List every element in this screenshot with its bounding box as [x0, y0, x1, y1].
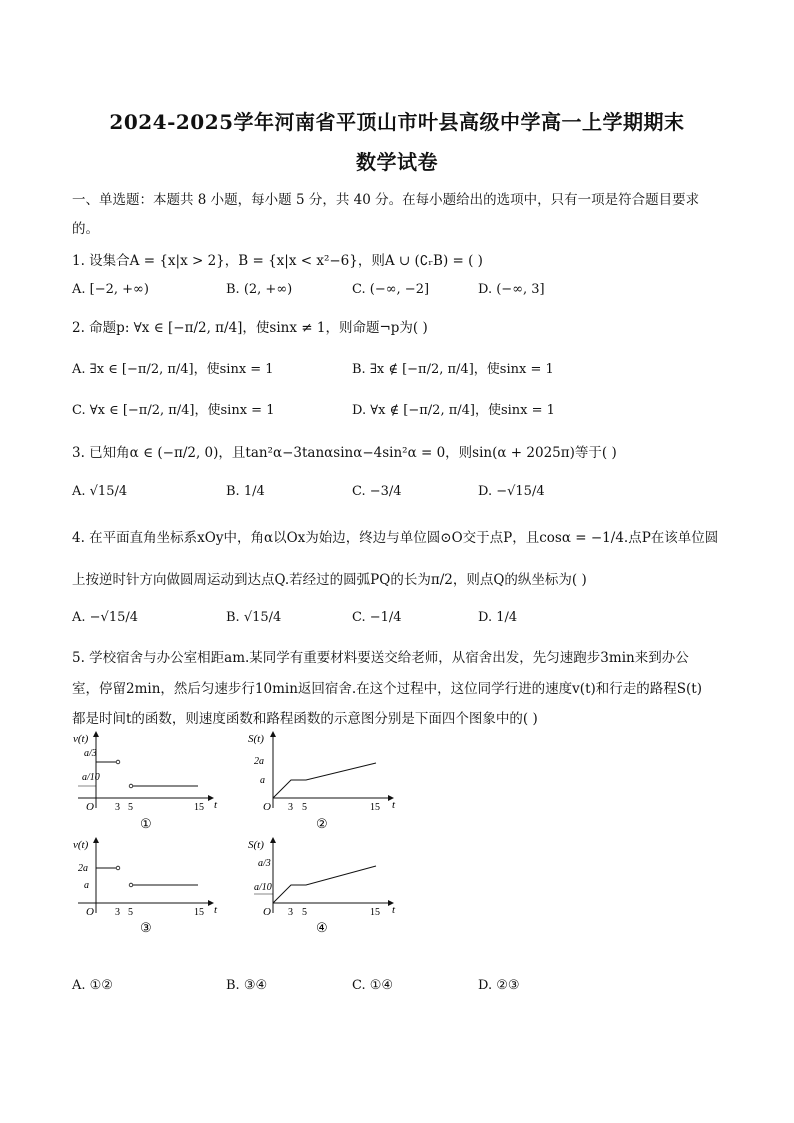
q4-option-d: D. 1/4	[478, 610, 518, 625]
g1-tick-5: 5	[128, 802, 133, 813]
g4-origin: O	[263, 906, 271, 918]
g1-label: ①	[140, 816, 152, 831]
g2-tick-3: 3	[288, 802, 293, 813]
graph-1	[73, 732, 218, 831]
q2-stem: 2. 命题p: ∀x ∈ [−π/2, π/4]，使sinx ≠ 1，则命题¬p为( )	[72, 320, 428, 336]
q1-stem: 1. 设集合A = {x|x > 2}，B = {x|x < x²−6}，则A ∪ (∁ᵣB) = ( )	[72, 253, 483, 269]
g3-label: ③	[140, 920, 152, 935]
exam-subtitle: 数学试卷	[356, 150, 438, 174]
section-heading: 一、单选题：本题共 8 小题，每小题 5 分，共 40 分。在每小题给出的选项中，只有一项是符合题目要求	[72, 192, 700, 208]
q5-option-d: D. ②③	[478, 978, 520, 993]
g2-tick-15: 15	[370, 802, 380, 813]
q5-option-b: B. ③④	[226, 978, 268, 993]
q1-option-c: C. (−∞, −2]	[352, 282, 430, 297]
exam-title: 2024-2025学年河南省平顶山市叶县高级中学高一上学期期末	[109, 110, 685, 134]
g4-ylabel: S(t)	[248, 839, 264, 851]
g3-tick-5: 5	[128, 907, 133, 918]
g1-tick-a3: a/3	[84, 748, 97, 759]
g3-tick-15: 15	[194, 907, 204, 918]
g2-tick-5: 5	[302, 802, 307, 813]
g2-xvar: t	[392, 799, 396, 811]
graph-2	[248, 732, 396, 831]
q2-option-c: C. ∀x ∈ [−π/2, π/4]，使sinx = 1	[72, 403, 275, 418]
q5-stem-line3: 都是时间t的函数，则速度函数和路程函数的示意图分别是下面四个图象中的( )	[72, 711, 538, 727]
g4-tick-3: 3	[288, 907, 293, 918]
q5-option-a: A. ①②	[72, 978, 113, 993]
q3-option-a: A. √15/4	[72, 484, 128, 499]
q1-option-d: D. (−∞, 3]	[478, 282, 545, 297]
q4-option-b: B. √15/4	[226, 610, 282, 625]
g3-xvar: t	[214, 904, 218, 916]
q3-stem: 3. 已知角α ∈ (−π/2, 0)，且tan²α−3tanαsinα−4sin²α = 0，则sin(α + 2025π)等于( )	[72, 445, 617, 461]
graph-4	[248, 838, 396, 935]
g1-xvar: t	[214, 799, 218, 811]
q2-option-d: D. ∀x ∉ [−π/2, π/4]，使sinx = 1	[352, 403, 555, 418]
q3-option-b: B. 1/4	[226, 484, 265, 499]
q5-stem-line2: 室，停留2min，然后匀速步行10min返回宿舍.在这个过程中，这位同学行进的速度v(t)和行走的路程S(t)	[72, 681, 702, 697]
q1-option-b: B. (2, +∞)	[226, 282, 293, 297]
q4-option-c: C. −1/4	[352, 610, 402, 625]
q4-stem-line2: 上按逆时针方向做圆周运动到达点Q.若经过的圆弧PQ的长为π/2，则点Q的纵坐标为( )	[72, 572, 587, 588]
g1-tick-a10: a/10	[82, 772, 100, 783]
q4-stem-line1: 4. 在平面直角坐标系xOy中，角α以Ox为始边，终边与单位圆⊙O交于点P，且cosα = −1/4.点P在该单位圆	[72, 530, 719, 546]
g4-tick-a3: a/3	[258, 858, 271, 869]
g1-tick-15: 15	[194, 802, 204, 813]
g1-tick-3: 3	[115, 802, 120, 813]
q3-option-c: C. −3/4	[352, 484, 402, 499]
g2-tick-a: a	[260, 775, 265, 786]
q3-option-d: D. −√15/4	[478, 484, 545, 499]
g4-xvar: t	[392, 904, 396, 916]
g3-ylabel: v(t)	[73, 839, 89, 851]
q1-option-a: A. [−2, +∞)	[72, 282, 149, 297]
g4-tick-5: 5	[302, 907, 307, 918]
g4-tick-15: 15	[370, 907, 380, 918]
g2-label: ②	[316, 816, 328, 831]
q4-option-a: A. −√15/4	[72, 610, 139, 625]
section-heading-cont: 的。	[72, 221, 99, 237]
g4-tick-a10: a/10	[254, 882, 272, 893]
q5-graphs	[68, 728, 408, 943]
g3-tick-2a: 2a	[78, 863, 88, 874]
q5-option-c: C. ①④	[352, 978, 394, 993]
g3-tick-a: a	[84, 880, 89, 891]
g4-label: ④	[316, 920, 328, 935]
g3-origin: O	[86, 906, 94, 918]
q2-option-a: A. ∃x ∈ [−π/2, π/4]，使sinx = 1	[72, 362, 274, 377]
g2-origin: O	[263, 801, 271, 813]
g1-origin: O	[86, 801, 94, 813]
graph-3	[73, 838, 218, 935]
g3-tick-3: 3	[115, 907, 120, 918]
q5-stem-line1: 5. 学校宿舍与办公室相距am.某同学有重要材料要送交给老师，从宿舍出发，先匀速跑步3min来到办公	[72, 650, 689, 666]
q2-option-b: B. ∃x ∉ [−π/2, π/4]，使sinx = 1	[352, 362, 554, 377]
g2-tick-2a: 2a	[254, 756, 264, 767]
g1-ylabel: v(t)	[73, 733, 89, 745]
g2-ylabel: S(t)	[248, 733, 264, 745]
